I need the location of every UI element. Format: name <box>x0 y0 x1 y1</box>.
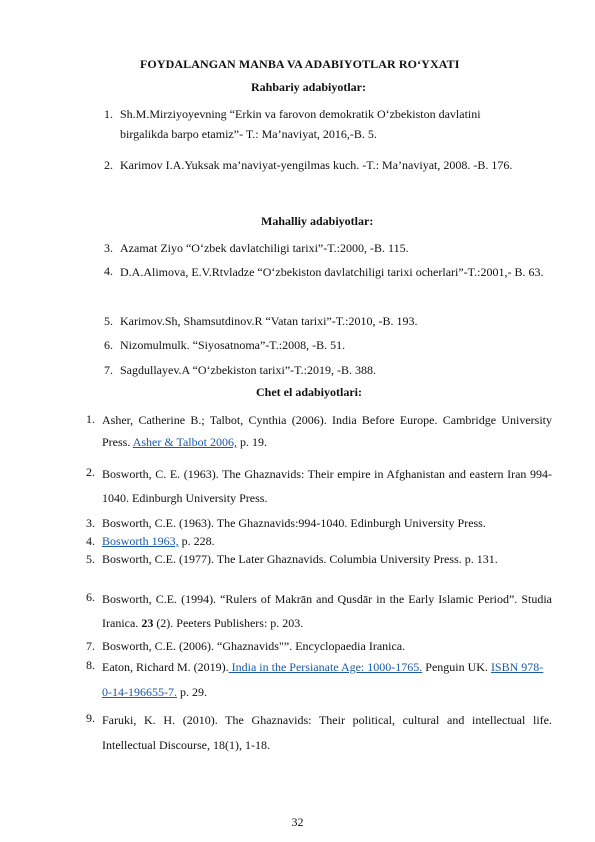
item-text: (2). Peeters Publishers: p. 203. <box>153 616 304 630</box>
page-number: 32 <box>291 815 304 829</box>
item-number: 3. <box>86 516 95 530</box>
page-title: FOYDALANGAN MANBA VA ADABIYOTLAR RO‘YXATI <box>140 57 460 71</box>
item-text: p. 29. <box>177 685 207 699</box>
item-text: Asher, Catherine B.; Talbot, Cynthia (2006). India Before Europe. Cambridge University Press. <box>102 413 552 449</box>
item-text-line: birgalikda barpo etamiz”- T.: Ma’naviyat, 2016,-B. 5. <box>120 127 377 141</box>
item-text: Penguin UK. <box>422 660 491 674</box>
item-number: 8. <box>86 658 95 672</box>
item-number: 1. <box>86 412 95 426</box>
item-number: 2. <box>104 158 113 172</box>
item-number: 1. <box>104 107 113 121</box>
item-number: 5. <box>104 314 113 328</box>
item-text-line: Sh.M.Mirziyoyevning “Erkin va farovon demokratik O‘zbekiston davlatini <box>120 107 481 121</box>
item-text: D.A.Alimova, E.V.Rtvladze “O‘zbekiston davlatchiligi tarixi ocherlari”-T.:2001,- B. 63. <box>120 265 544 279</box>
item-text: Azamat Ziyo “O‘zbek davlatchiligi tarixi”-T.:2000, -B. 115. <box>120 241 409 255</box>
item-text: Faruki, K. H. (2010). The Ghaznavids: Their political, cultural and intellectual life. Intellectual Discourse, 18(1), 1-18. <box>102 713 552 752</box>
book-link[interactable]: India in the Persianate Age: 1000-1765. <box>228 660 423 674</box>
item-number: 2. <box>86 465 95 479</box>
section-heading-chet-el: Chet el adabiyotlari: <box>256 385 362 399</box>
item-text: Eaton, Richard M. (2019). <box>102 660 229 674</box>
item-number: 4. <box>104 264 113 278</box>
item-number: 5. <box>86 552 95 566</box>
item-number: 9. <box>86 711 95 725</box>
item-number: 3. <box>104 241 113 255</box>
item-number: 4. <box>86 534 95 548</box>
item-number: 7. <box>86 639 95 653</box>
section-heading-rahbariy: Rahbariy adabiyotlar: <box>251 80 367 94</box>
isbn-link[interactable]: ISBN 978-0-14-196655-7. <box>102 660 544 699</box>
item-number: 6. <box>104 338 113 352</box>
section-heading-mahalliy: Mahalliy adabiyotlar: <box>261 214 374 228</box>
citation-link[interactable]: Bosworth 1963, <box>102 534 179 548</box>
item-number: 7. <box>104 363 113 377</box>
item-text: p. 228. <box>178 534 215 548</box>
item-text: Karimov.Sh, Shamsutdinov.R “Vatan tarixi”-T.:2010, -B. 193. <box>120 314 418 328</box>
item-text: Bosworth, C.E. (1994). “Rulers of Makrān and Qusdār in the Early Islamic Period”. Studia Iranica. <box>102 592 552 630</box>
citation-link[interactable]: Asher & Talbot 2006, <box>132 435 237 449</box>
item-text: Bosworth, C.E. (2006). “Ghaznavids"”. Encyclopaedia Iranica. <box>102 639 406 653</box>
volume-number: 23 <box>141 616 154 630</box>
item-text: p. 19. <box>236 435 267 449</box>
item-text: Bosworth, C.E. (1977). The Later Ghaznavids. Columbia University Press. p. 131. <box>102 552 498 566</box>
item-text: Bosworth, C. E. (1963). The Ghaznavids: Their empire in Afghanistan and eastern Iran 994-1040. Edinburgh University Press. <box>102 467 552 505</box>
item-text: Sagdullayev.A “O‘zbekiston tarixi”-T.:2019, -B. 388. <box>120 363 376 377</box>
item-text: Nizomulmulk. “Siyosatnoma”-T.:2008, -B. 51. <box>120 338 346 352</box>
item-number: 6. <box>86 590 95 604</box>
item-text: Bosworth, C.E. (1963). The Ghaznavids:994-1040. Edinburgh University Press. <box>102 516 486 530</box>
item-text: Karimov I.A.Yuksak ma’naviyat-yengilmas kuch. -T.: Ma’naviyat, 2008. -B. 176. <box>120 158 513 172</box>
